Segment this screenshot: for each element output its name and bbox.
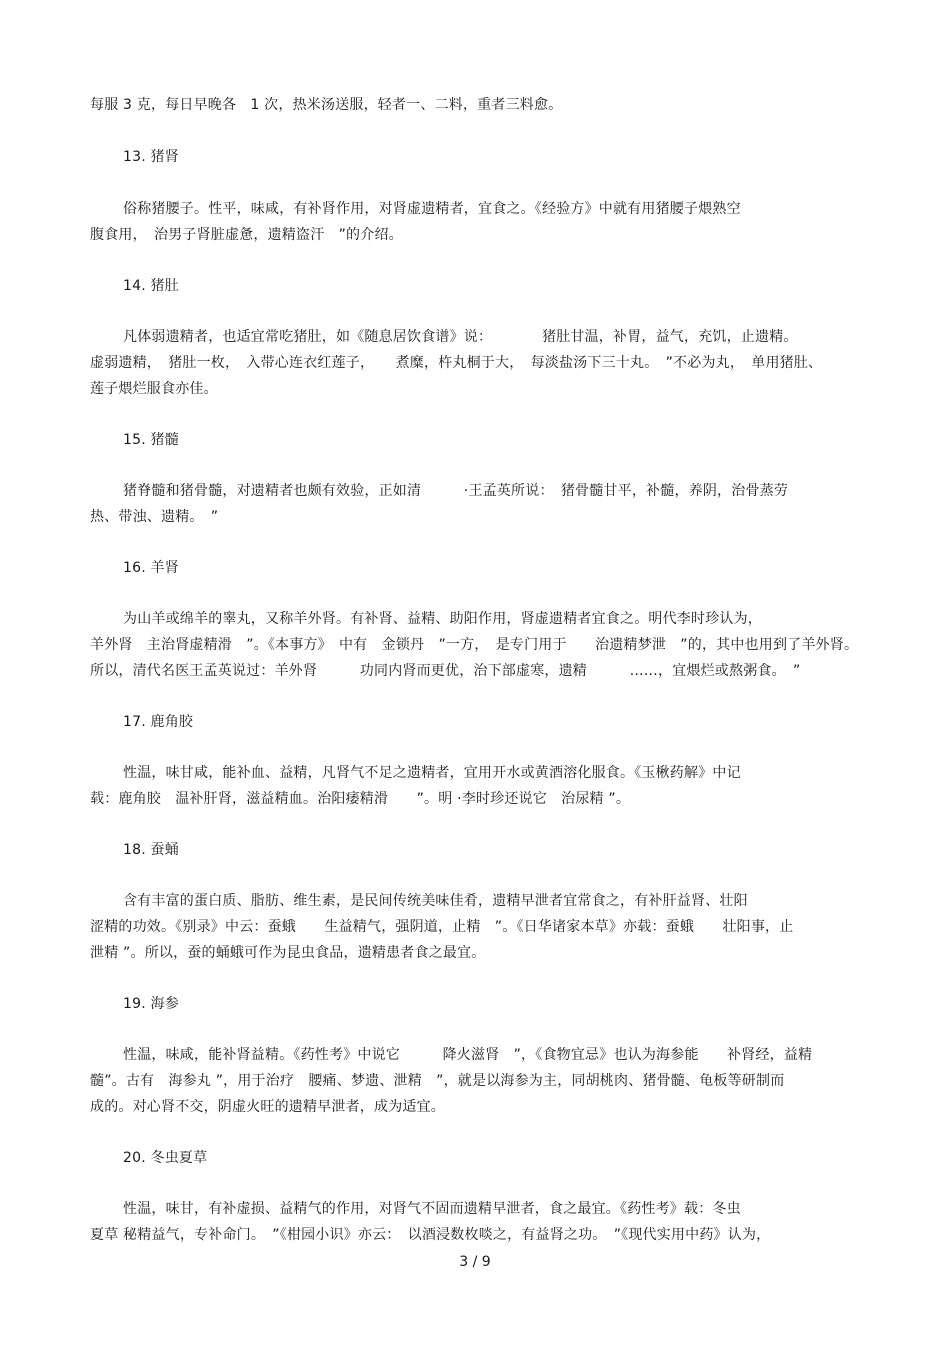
text-line: 虚弱遗精， 猪肚一枚， 入带心连衣红莲子， 煮糜，杵丸桐于大， 每淡盐汤下三十丸。 ”不必为丸， 单用猪肚、 [90,355,823,371]
section-heading: 18. 蚕蛹 [123,842,179,858]
text-line: 髓”。古有 海参丸 ”，用于治疗 腰痛、梦遗、泄精 ”，就是以海参为主，同胡桃肉、猪骨髓、龟板等研制而 [90,1073,785,1089]
text-line: 莲子煨烂服食亦佳。 [90,381,218,397]
section-heading: 14. 猪肚 [123,278,179,294]
text-line: 性温，味甘咸，能补血、益精，凡肾气不足之遗精者，宜用开水或黄酒溶化服食。《玉楸药解》中记 [123,765,741,781]
text-line: 含有丰富的蛋白质、脂肪、维生素，是民间传统美味佳肴，遗精早泄者宜常食之，有补肝益肾、壮阳 [123,893,748,909]
text-line: 热、带浊、遗精。 ” [90,509,219,525]
text-line: 性温，味咸，能补肾益精。《药性考》中说它 降火滋肾 ”，《食物宜忌》也认为海参能 补肾经，益精 [123,1047,813,1063]
section-heading: 17. 鹿角胶 [123,714,194,730]
text-line: 为山羊或绵羊的睾丸，又称羊外肾。有补肾、益精、助阳作用，肾虚遗精者宜食之。明代李时珍认为， [123,611,762,627]
text-line: 载：鹿角胶 温补肝肾，滋益精血。治阳痿精滑 ”。明 ·李时珍还说它 治尿精 ”。 [90,791,631,807]
text-line: 凡体弱遗精者，也适宜常吃猪肚，如《随息居饮食谱》说： 猪肚甘温，补胃，益气，充饥，止遗精。 [123,329,798,345]
text-line: 泄精 ”。所以，蚕的蛹蛾可作为昆虫食品，遗精患者食之最宜。 [90,945,486,961]
text-line: 羊外肾 主治肾虚精滑 ”。《本事方》 中有 金锁丹 ”一方， 是专门用于 治遗精梦泄 ”的，其中也用到了羊外肾。 [90,637,859,653]
text-line: 夏草 秘精益气，专补命门。 ”《柑园小识》亦云： 以酒浸数枚啖之，有益肾之功。 ”《现代实用中药》认为， [90,1227,771,1243]
text-line: 猪脊髓和猪骨髓，对遗精者也颇有效验，正如清 ·王孟英所说： 猪骨髓甘平，补髓，养阴，治骨蒸劳 [123,483,789,499]
section-heading: 13. 猪肾 [123,149,179,165]
text-line: 所以，清代名医王孟英说过：羊外肾 功同内肾而更优，治下部虚寒，遗精 ……，宜煨烂或熬粥食。 ” [90,663,801,679]
text-line: 成的。对心肾不交，阴虚火旺的遗精早泄者，成为适宜。 [90,1099,445,1115]
section-heading: 19. 海参 [123,996,179,1012]
section-heading: 20. 冬虫夏草 [123,1150,208,1166]
text-line: 涩精的功效。《别录》中云：蚕蛾 生益精气，强阴道，止精 ”。《日华诸家本草》亦载：蚕蛾 壮阳事，止 [90,919,794,935]
text-line: 俗称猪腰子。性平，味咸，有补肾作用，对肾虚遗精者，宜食之。《经验方》中就有用猪腰子煨熟空 [123,201,741,217]
text-line: 腹食用， 治男子肾脏虚惫，遗精盗汗 ”的介绍。 [90,227,403,243]
text-line: 性温，味甘，有补虚损、益精气的作用，对肾气不固而遗精早泄者，食之最宜。《药性考》载：冬虫 [123,1201,741,1217]
section-heading: 15. 猪髓 [123,432,179,448]
page-number: 3 / 9 [459,1254,491,1270]
text-line: 每服 3 克，每日早晚各 1 次，热米汤送服，轻者一、二料，重者三料愈。 [90,97,563,113]
section-heading: 16. 羊肾 [123,560,179,576]
